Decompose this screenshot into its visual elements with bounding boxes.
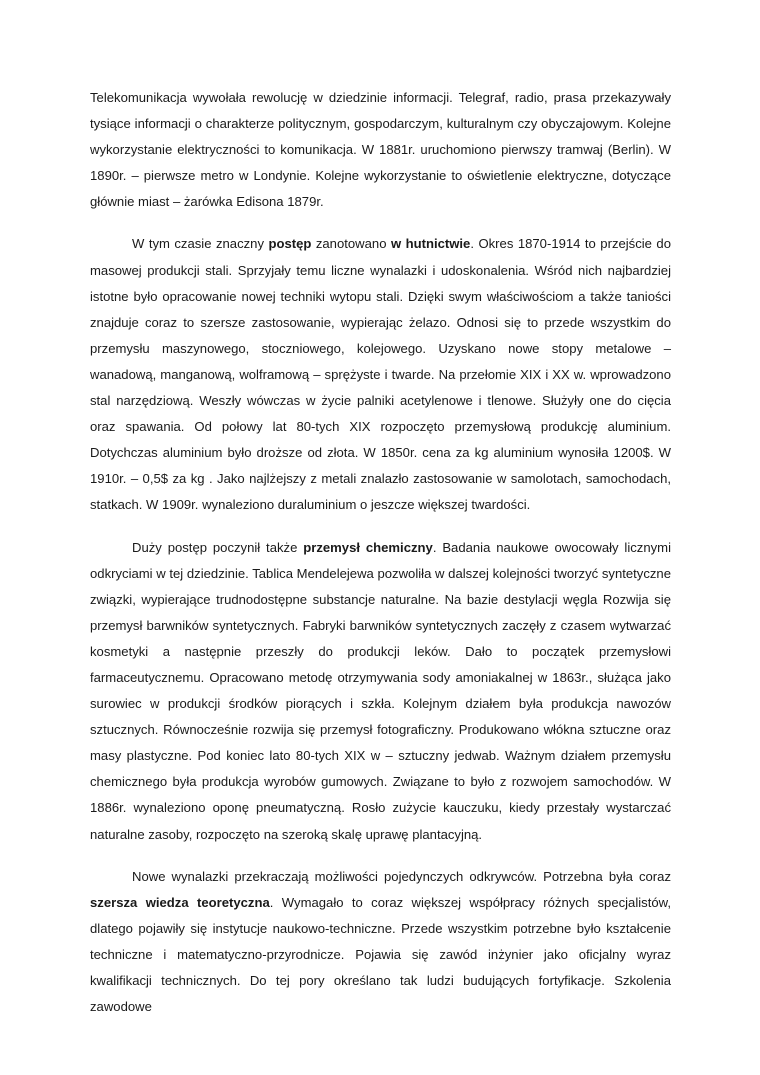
bold-term-postep: postęp [268, 236, 312, 252]
bold-term-hutnictwo: w hutnictwie [390, 236, 471, 252]
paragraph-text: Telekomunikacja wywołała rewolucję w dziedzinie informacji. Telegraf, radio, prasa przekazywały tysiące informacji o charakterze politycznym, gospodarczym, kulturalnym czy obyczajowym. Kolejne wykorzystanie elektryczności to komunikacja. W 1881r. uruchomiono pierwszy tramwaj (Berlin). W 1890r. – pierwsze metro w Londynie. Kolejne wykorzystanie to oświetlenie elektryczne, dotyczące głównie miast – żarówka Edisona 1879r. [90, 90, 671, 210]
paragraph-text: . Badania naukowe owocowały licznymi odkryciami w tej dziedzinie. Tablica Mendelejewa pozwoliła w dalszej kolejności tworzyć syntetyczne związki, wypierające trudnodostępne substancje naturalne. Na bazie destylacji węgla Rozwija się przemysł barwników syntetycznych. Fabryki barwników syntetycznych zaczęły z czasem wytwarzać kosmetyki a następnie przeszły do produkcji leków. Dało to początek przemysłowi farmaceutycznemu. Opracowano metodę otrzymywania sody amoniakalnej w 1863r., służąca jako surowiec w produkcji środków piorących i szkła. Kolejnym działem była produkcja nawozów sztucznych. Równocześnie rozwija się przemysł fotograficzny. Produkowano włókna sztuczne oraz masy plastyczne. Pod koniec lato 80-tych XIX w – sztuczny jedwab. Ważnym działem przemysłu chemicznego była produkcja wyrobów gumowych. Związane to było z rozwojem samochodów. W 1886r. wynaleziono oponę pneumatyczną. Rosło zużycie kauczuku, kiedy przestały wystarczać naturalne zasoby, rozpoczęto na szeroką skalę uprawę plantacyjną. [90, 539, 671, 842]
paragraph-text: W tym czasie znaczny [132, 236, 269, 252]
paragraph-text: Nowe wynalazki przekraczają możliwości pojedynczych odkrywców. Potrzebna była coraz [132, 868, 671, 884]
paragraph-przemysl-chemiczny [90, 535, 671, 848]
paragraph-text: Duży postęp poczynił także [132, 539, 304, 555]
paragraph-text: zanotowano [311, 236, 391, 252]
paragraph-telekomunikacja [90, 85, 671, 215]
bold-term-wiedza-teoretyczna: szersza wiedza teoretyczna [90, 894, 270, 910]
paragraph-wiedza-teoretyczna [90, 864, 671, 1021]
paragraph-hutnictwo [90, 231, 671, 518]
bold-term-przemysl-chemiczny: przemysł chemiczny [303, 539, 433, 555]
document-body [90, 85, 671, 1036]
paragraph-text: . Wymagało to coraz większej współpracy różnych specjalistów, dlatego pojawiły się instytucje naukowo-techniczne. Przede wszystkim potrzebne było kształcenie techniczne i matematyczno-przyrodnicze. Pojawia się zawód inżynier jako oficjalny wyraz kwalifikacji technicznych. Do tej pory określano tak ludzi budujących fortyfikacje. Szkolenia zawodowe [90, 894, 671, 1015]
paragraph-text: . Okres 1870-1914 to przejście do masowej produkcji stali. Sprzyjały temu liczne wynalazki i udoskonalenia. Wśród nich najbardziej istotne było opracowanie nowej techniki wytopu stali. Dzięki swym właściwościom a także taniości znajduje coraz to szersze zastosowanie, wypierając żelazo. Odnosi się to przede wszystkim do przemysłu maszynowego, stoczniowego, kolejowego. Uzyskano nowe stopy metalowe – wanadową, manganową, wolframową – sprężyste i twarde. Na przełomie XIX i XX w. wprowadzono stal narzędziową. Weszły wówczas w życie palniki acetylenowe i tlenowe. Służyły one do cięcia oraz spawania. Od połowy lat 80-tych XIX rozpoczęto przemysłową produkcję aluminium. Dotychczas aluminium było droższe od złota. W 1850r. cena za kg aluminium wynosiła 1200$. W 1910r. – 0,5$ za kg . Jako najlżejszy z metali znalazło zastosowanie w samolotach, samochodach, statkach. W 1909r. wynaleziono duraluminium o jeszcze większej twardości. [90, 236, 671, 513]
